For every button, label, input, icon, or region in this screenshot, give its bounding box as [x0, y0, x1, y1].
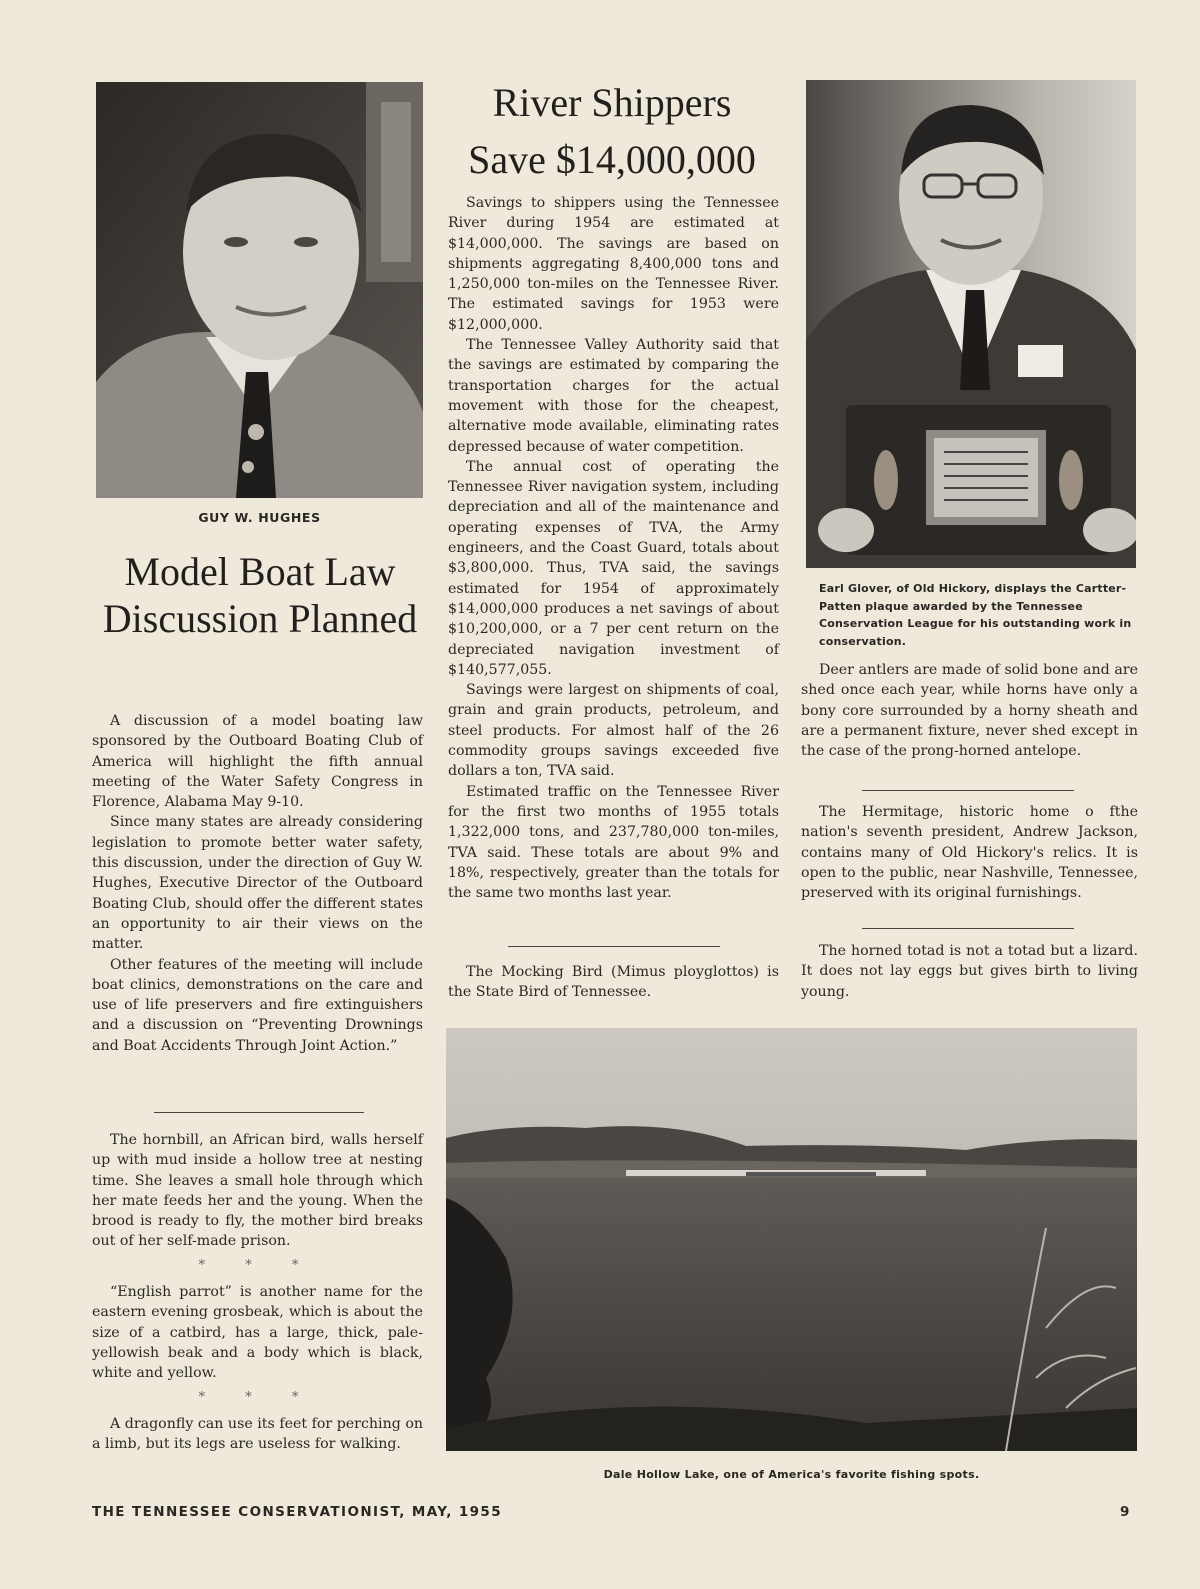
page-number: 9 [1120, 1504, 1130, 1520]
model-boat-article [92, 711, 423, 1056]
lake-photo-caption: Dale Hollow Lake, one of America's favorite fishing spots. [603, 1468, 980, 1481]
river-shippers-headline: River Shippers Save $14,000,000 [468, 80, 756, 182]
hornbill-item: The hornbill, an African bird, walls herself up with mud inside a hollow tree at nesting time. She leaves a small hole through which her mate feeds her and the young. When the brood is ready to fly, the mother bird breaks out of her self-made prison. [92, 1132, 423, 1250]
guy-hughes-portrait [96, 82, 423, 498]
river-paragraph: The annual cost of operating the Tennessee River navigation system, including depreciation and all of the maintenance and operating expenses of TVA, the Army engineers, and the Coast Guard, totals about $3,800,000. Thus, TVA said, the savings estimated for 1954 of approximately $14,000,000 produces a net savings of about $10,200,000, or a 7 per cent return on the depreciated navigation investment of $140,577,055. [448, 458, 779, 678]
model-boat-paragraph: A discussion of a model boating law sponsored by the Outboard Boating Club of America will highlight the fifth annual meeting of the Water Safety Congress in Florence, Alabama May 9-10. [92, 713, 423, 811]
divider-rule [154, 1112, 364, 1113]
toad-item: The horned totad is not a totad but a lizard. It does not lay eggs but gives birth to living young. [801, 943, 1138, 1000]
hermitage-block [801, 802, 1138, 903]
earl-glover-photo [806, 80, 1136, 568]
divider-rule [508, 946, 720, 947]
glover-photo-caption: Earl Glover, of Old Hickory, displays the Cartter-Patten plaque awarded by the Tennessee Conservation League for his outstanding work in conservation. [819, 582, 1132, 648]
hughes-photo-caption: GUY W. HUGHES [198, 510, 321, 525]
left-fillers [92, 1130, 423, 1454]
model-boat-paragraph: Other features of the meeting will include boat clinics, demonstrations on the care and use of life preservers and fire extinguishers and a discussion on “Preventing Drownings and Boat Accidents Through Joint Action.” [92, 956, 423, 1054]
river-paragraph: Savings were largest on shipments of coal, grain and grain products, petroleum, and steel products. For almost half of the 26 commodity groups savings exceeded five dollars a ton, TVA said. [448, 682, 779, 780]
hermitage-item: The Hermitage, historic home o fthe nation's seventh president, Andrew Jackson, contains many of Old Hickory's relics. It is open to the public, near Nashville, Tennessee, preserved with its original furnishings. [801, 804, 1138, 902]
dragonfly-item: A dragonfly can use its feet for perching on a limb, but its legs are useless for walking. [92, 1415, 423, 1453]
mocking-bird-item [448, 962, 779, 1003]
river-paragraph: Estimated traffic on the Tennessee River for the first two months of 1955 totals 1,322,000 tons, and 237,780,000 ton-miles, TVA said. These totals are about 9% and 18%, respectively, greater than the totals for the same two months last year. [448, 783, 779, 902]
model-boat-paragraph: Since many states are already considering legislation to promote better water safety, this discussion, under the direction of Guy W. Hughes, Executive Director of the Outboard Boating Club, should offer the different states an opportunity to air their views on the matter. [92, 814, 423, 953]
dale-hollow-lake-photo [446, 1028, 1137, 1451]
deer-item: Deer antlers are made of solid bone and are shed once each year, while horns have only a bony core surrounded by a horny sheath and are a permanent fixture, never shed except in the case of the prong-horned antelope. [801, 662, 1138, 760]
river-paragraph: The Tennessee Valley Authority said that the savings are estimated by comparing the transportation charges for the actual movement with those for the cheapest, alternative mode available, eliminating rates depressed because of water competition. [448, 337, 779, 455]
parrot-item: “English parrot” is another name for the eastern evening grosbeak, which is about the size of a catbird, has a large, thick, pale-yellowish beak and a body which is black, white and yellow. [92, 1284, 423, 1382]
mocking-bird-text: The Mocking Bird (Mimus ployglottos) is the State Bird of Tennessee. [448, 964, 779, 1001]
toad-block [801, 941, 1138, 1002]
river-shippers-article [448, 193, 779, 903]
river-paragraph: Savings to shippers using the Tennessee River during 1954 are estimated at $14,000,000. The savings are based on shipments aggregating 8,400,000 tons and 1,250,000 ton-miles on the Tennessee River. The estimated savings for 1953 were $12,000,000. [448, 195, 779, 333]
publication-footer: THE TENNESSEE CONSERVATIONIST, MAY, 1955 [92, 1504, 503, 1520]
divider-rule [862, 928, 1074, 929]
divider-rule [862, 790, 1074, 791]
model-boat-headline: Model Boat Law Discussion Planned [102, 549, 418, 641]
separator-stars: * * * [198, 1257, 317, 1273]
right-fillers [801, 660, 1138, 761]
separator-stars: * * * [198, 1389, 317, 1405]
